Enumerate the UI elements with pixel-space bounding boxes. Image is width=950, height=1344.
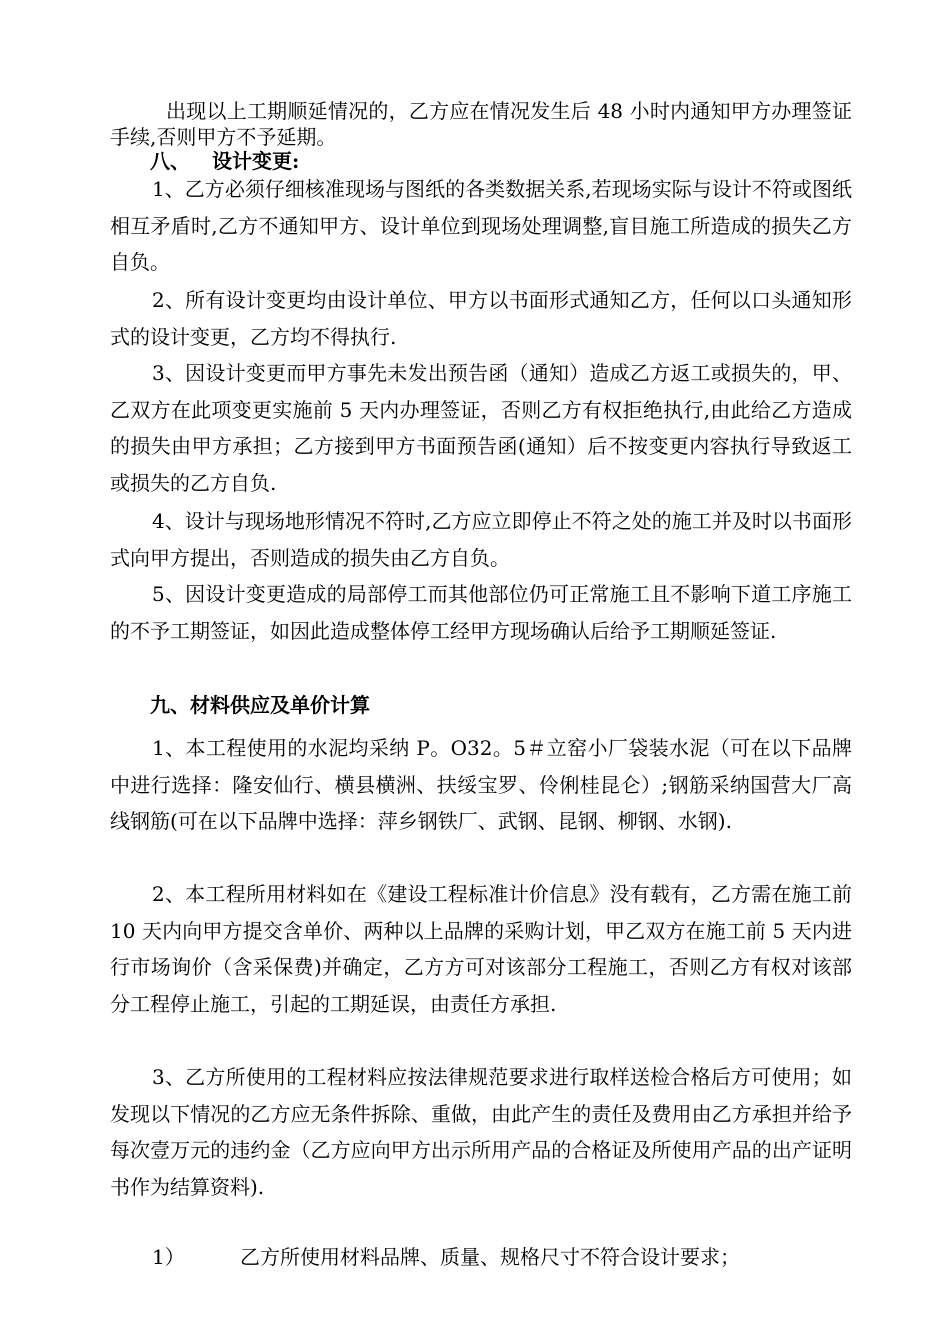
section-9-heading: 九、材料供应及单价计算 — [150, 693, 370, 717]
section-9-subitem — [152, 1242, 740, 1272]
subitem-text: 乙方所使用材料品牌、质量、规格尺寸不符合设计要求； — [240, 1245, 740, 1269]
section-8-item-2: 2、所有设计变更均由设计单位、甲方以书面形式通知乙方，任何以口头通知形式的设计变更，乙方均不得执行. — [110, 288, 852, 349]
section-8-title: 设计变更: — [212, 149, 300, 173]
section-9-item-3: 3、乙方所使用的工程材料应按法律规范要求进行取样送检合格后方可使用；如发现以下情况的乙方应无条件拆除、重做，由此产生的责任及费用由乙方承担并给予每次壹万元的违约金（乙方应向甲方出示所用产品的合格证及所使用产品的出产证明书作为结算资料). — [110, 1065, 852, 1199]
section-9-item-2: 2、本工程所用材料如在《建设工程标准计价信息》没有载有，乙方需在施工前 10 天内向甲方提交含单价、两种以上品牌的采购计划，甲乙双方在施工前 5 天内进行市场询价（含采保费)并确定，乙方方可对该部分工程施工，否则乙方有权对该部分工程停止施工，引起的工期延误，由责任方承担. — [110, 882, 852, 1016]
section-8-number: 八、 — [150, 149, 190, 173]
section-8-item-1: 1、乙方必须仔细核准现场与图纸的各类数据关系,若现场实际与设计不符或图纸相互矛盾时,乙方不通知甲方、设计单位到现场处理调整,盲目施工所造成的损失乙方自负。 — [110, 177, 852, 274]
section-8-item-3: 3、因设计变更而甲方事先未发出预告函（通知）造成乙方返工或损失的，甲、乙双方在此项变更实施前 5 天内办理签证，否则乙方有权拒绝执行,由此给乙方造成的损失由甲方承担；乙方接到甲方书面预告函(通知）后不按变更内容执行导致返工或损失的乙方自负. — [110, 361, 852, 495]
section-8-item-4: 4、设计与现场地形情况不符时,乙方应立即停止不符之处的施工并及时以书面形式向甲方提出，否则造成的损失由乙方自负。 — [110, 509, 852, 570]
section-8-item-5: 5、因设计变更造成的局部停工而其他部位仍可正常施工且不影响下道工序施工的不予工期签证，如因此造成整体停工经甲方现场确认后给予工期顺延签证. — [110, 582, 852, 643]
subitem-number: 1） — [152, 1245, 185, 1269]
paragraph-delay-notice: 出现以上工期顺延情况的，乙方应在情况发生后 48 小时内通知甲方办理签证手续,否则甲方不予延期。 — [110, 99, 852, 149]
section-9-item-1: 1、本工程使用的水泥均采纳 P。O32。5＃立窑小厂袋装水泥（可在以下品牌中进行选择：隆安仙行、横县横洲、扶绥宝罗、伶俐桂昆仑）;钢筋采纳国营大厂高线钢筋(可在以下品牌中选择：萍乡钢铁厂、武钢、昆钢、柳钢、水钢). — [110, 736, 852, 833]
